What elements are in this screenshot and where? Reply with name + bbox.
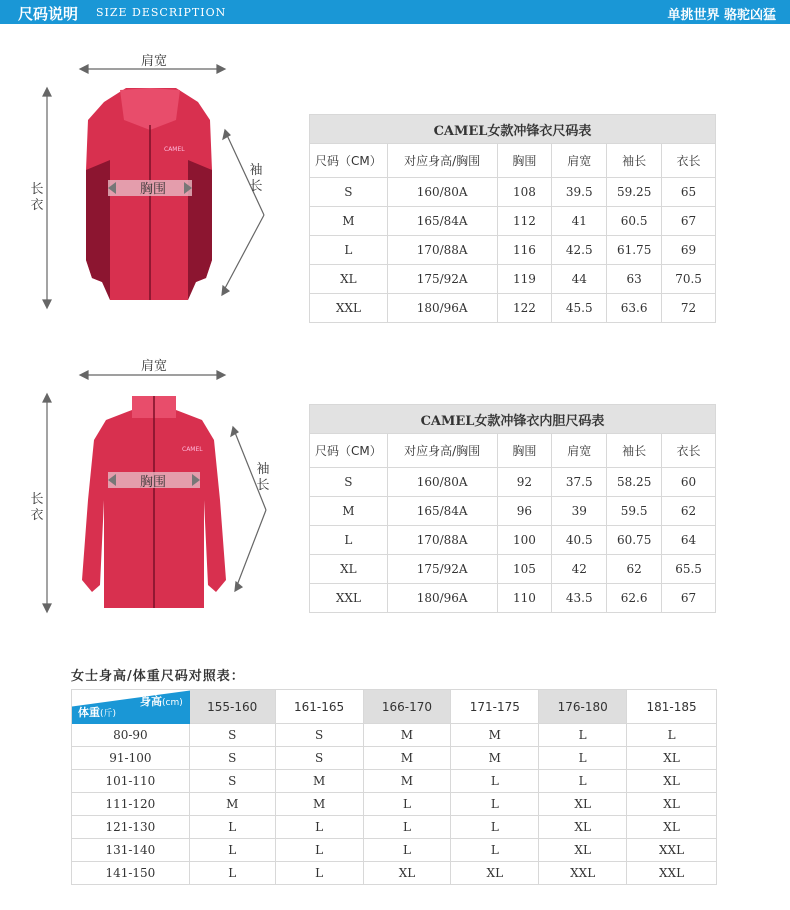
cell: 65 xyxy=(662,178,716,207)
cell: 45.5 xyxy=(552,294,607,323)
cell: 62.6 xyxy=(607,584,662,613)
weight-cell: 91-100 xyxy=(72,747,190,770)
cell: L xyxy=(189,839,275,862)
cell: 60.5 xyxy=(607,207,662,236)
cell: 112 xyxy=(497,207,552,236)
cell: XL xyxy=(627,770,717,793)
cell: XL xyxy=(451,862,539,885)
cell: L xyxy=(539,770,627,793)
brand-mark: CAMEL xyxy=(164,146,185,153)
weight-cell: 111-120 xyxy=(72,793,190,816)
cell: 160/80A xyxy=(387,178,497,207)
cell: M xyxy=(310,497,388,526)
weight-cell: 121-130 xyxy=(72,816,190,839)
cell: XXL xyxy=(627,862,717,885)
cell: 64 xyxy=(662,526,716,555)
cell: 59.25 xyxy=(607,178,662,207)
cell: 41 xyxy=(552,207,607,236)
cell: XL xyxy=(310,265,388,294)
cell: 60.75 xyxy=(607,526,662,555)
header-cell: 尺码（CM） xyxy=(310,434,388,468)
header-cell: 袖长 xyxy=(607,434,662,468)
sleeve-label: 袖长 xyxy=(256,462,270,493)
cell: 40.5 xyxy=(552,526,607,555)
table-row xyxy=(310,207,716,236)
cell: L xyxy=(627,724,717,747)
table-row xyxy=(72,724,717,747)
header-cell: 对应身高/胸围 xyxy=(387,434,497,468)
cell: 100 xyxy=(497,526,552,555)
cell: M xyxy=(275,793,363,816)
header-cell: 尺码（CM） xyxy=(310,144,388,178)
cell: 62 xyxy=(607,555,662,584)
cell: XXL xyxy=(539,862,627,885)
table-title: CAMEL女款冲锋衣内胆尺码表 xyxy=(310,405,716,434)
cell: XL xyxy=(310,555,388,584)
cell: 58.25 xyxy=(607,468,662,497)
cell: 180/96A xyxy=(387,294,497,323)
table-title: CAMEL女款冲锋衣尺码表 xyxy=(310,115,716,144)
cell: 175/92A xyxy=(387,265,497,294)
cell: M xyxy=(363,770,451,793)
height-header: 181-185 xyxy=(627,690,717,724)
cell: XL xyxy=(539,816,627,839)
cell: S xyxy=(275,724,363,747)
jacket-figure-inner xyxy=(0,340,300,630)
cell: M xyxy=(451,747,539,770)
size-table-outer xyxy=(309,114,716,323)
table-row xyxy=(72,770,717,793)
cell: XL xyxy=(627,793,717,816)
cell: 42.5 xyxy=(552,236,607,265)
cell: XL xyxy=(539,839,627,862)
height-header: 176-180 xyxy=(539,690,627,724)
cell: M xyxy=(451,724,539,747)
table-row xyxy=(310,497,716,526)
cell: 67 xyxy=(662,207,716,236)
header-cell: 袖长 xyxy=(607,144,662,178)
corner-height-label: 身高(cm) xyxy=(140,695,183,708)
cell: M xyxy=(189,793,275,816)
cell: 62 xyxy=(662,497,716,526)
cell: 160/80A xyxy=(387,468,497,497)
cell: 37.5 xyxy=(552,468,607,497)
cell: 119 xyxy=(497,265,552,294)
table-row xyxy=(310,584,716,613)
table-row xyxy=(310,236,716,265)
cell: XL xyxy=(627,816,717,839)
page-header xyxy=(0,0,790,24)
cell: XXL xyxy=(310,294,388,323)
header-subtitle: SIZE DESCRIPTION xyxy=(96,6,227,19)
length-label: 长衣 xyxy=(30,182,44,213)
weight-cell: 80-90 xyxy=(72,724,190,747)
weight-cell: 101-110 xyxy=(72,770,190,793)
cell: XL xyxy=(363,862,451,885)
cell: 110 xyxy=(497,584,552,613)
cell: L xyxy=(539,724,627,747)
cell: 92 xyxy=(497,468,552,497)
header-cell: 胸围 xyxy=(497,434,552,468)
cell: 96 xyxy=(497,497,552,526)
header-cell: 胸围 xyxy=(497,144,552,178)
sleeve-label: 袖长 xyxy=(249,163,263,194)
table-header-row xyxy=(310,434,716,468)
cell: 44 xyxy=(552,265,607,294)
cell: 61.75 xyxy=(607,236,662,265)
table-row xyxy=(310,265,716,294)
weight-cell: 141-150 xyxy=(72,862,190,885)
cell: L xyxy=(363,839,451,862)
header-cell: 衣长 xyxy=(662,144,716,178)
cell: 105 xyxy=(497,555,552,584)
chest-label: 胸围 xyxy=(140,475,167,490)
height-header: 155-160 xyxy=(189,690,275,724)
header-title: 尺码说明 xyxy=(18,5,79,23)
cell: 70.5 xyxy=(662,265,716,294)
shoulder-label: 肩宽 xyxy=(141,359,168,374)
cell: 39 xyxy=(552,497,607,526)
cell: XXL xyxy=(310,584,388,613)
corner-cell xyxy=(72,690,190,724)
cell: 69 xyxy=(662,236,716,265)
table-row xyxy=(72,862,717,885)
cell: 42 xyxy=(552,555,607,584)
cell: M xyxy=(310,207,388,236)
cell: L xyxy=(310,526,388,555)
cell: 59.5 xyxy=(607,497,662,526)
cell: L xyxy=(363,793,451,816)
cell: 43.5 xyxy=(552,584,607,613)
cell: S xyxy=(275,747,363,770)
brand-mark: CAMEL xyxy=(182,446,203,453)
table-row xyxy=(310,526,716,555)
height-header: 171-175 xyxy=(451,690,539,724)
table-row xyxy=(72,793,717,816)
cell: 165/84A xyxy=(387,207,497,236)
cell: L xyxy=(451,793,539,816)
cell: S xyxy=(189,747,275,770)
cell: 60 xyxy=(662,468,716,497)
length-label: 长衣 xyxy=(30,492,44,523)
cell: L xyxy=(539,747,627,770)
cell: XL xyxy=(627,747,717,770)
chest-label: 胸围 xyxy=(140,182,167,197)
cell: 65.5 xyxy=(662,555,716,584)
size-table-inner xyxy=(309,404,716,613)
cell: S xyxy=(189,724,275,747)
cell: 116 xyxy=(497,236,552,265)
height-header: 166-170 xyxy=(363,690,451,724)
cell: S xyxy=(310,468,388,497)
height-weight-table xyxy=(71,689,717,885)
cell: L xyxy=(363,816,451,839)
cell: L xyxy=(189,862,275,885)
header-cell: 衣长 xyxy=(662,434,716,468)
table-row xyxy=(310,178,716,207)
cell: M xyxy=(363,724,451,747)
cell: L xyxy=(189,816,275,839)
jacket-figure-outer xyxy=(0,30,300,320)
section-title: 女士身高/体重尺码对照表： xyxy=(71,669,245,684)
table-header-row xyxy=(72,690,717,724)
header-cell: 肩宽 xyxy=(552,144,607,178)
cell: 108 xyxy=(497,178,552,207)
table-row xyxy=(310,468,716,497)
cell: XXL xyxy=(627,839,717,862)
cell: L xyxy=(310,236,388,265)
cell: 170/88A xyxy=(387,526,497,555)
table-row xyxy=(72,839,717,862)
cell: 122 xyxy=(497,294,552,323)
cell: L xyxy=(451,770,539,793)
shoulder-label: 肩宽 xyxy=(141,54,168,69)
cell: XL xyxy=(539,793,627,816)
table-row xyxy=(310,555,716,584)
cell: S xyxy=(189,770,275,793)
cell: L xyxy=(275,862,363,885)
cell: 39.5 xyxy=(552,178,607,207)
cell: 170/88A xyxy=(387,236,497,265)
weight-cell: 131-140 xyxy=(72,839,190,862)
cell: 63.6 xyxy=(607,294,662,323)
cell: M xyxy=(363,747,451,770)
cell: 67 xyxy=(662,584,716,613)
table-row xyxy=(310,294,716,323)
cell: 63 xyxy=(607,265,662,294)
cell: S xyxy=(310,178,388,207)
cell: L xyxy=(451,816,539,839)
header-cell: 肩宽 xyxy=(552,434,607,468)
cell: 72 xyxy=(662,294,716,323)
cell: 180/96A xyxy=(387,584,497,613)
cell: M xyxy=(275,770,363,793)
table-row xyxy=(72,816,717,839)
cell: L xyxy=(275,816,363,839)
table-header-row xyxy=(310,144,716,178)
cell: 175/92A xyxy=(387,555,497,584)
corner-weight-label: 体重(斤) xyxy=(78,706,117,719)
cell: L xyxy=(275,839,363,862)
cell: L xyxy=(451,839,539,862)
header-slogan: 单挑世界 骆驼凶猛 xyxy=(667,8,776,23)
table-row xyxy=(72,747,717,770)
header-cell: 对应身高/胸围 xyxy=(387,144,497,178)
cell: 165/84A xyxy=(387,497,497,526)
height-header: 161-165 xyxy=(275,690,363,724)
